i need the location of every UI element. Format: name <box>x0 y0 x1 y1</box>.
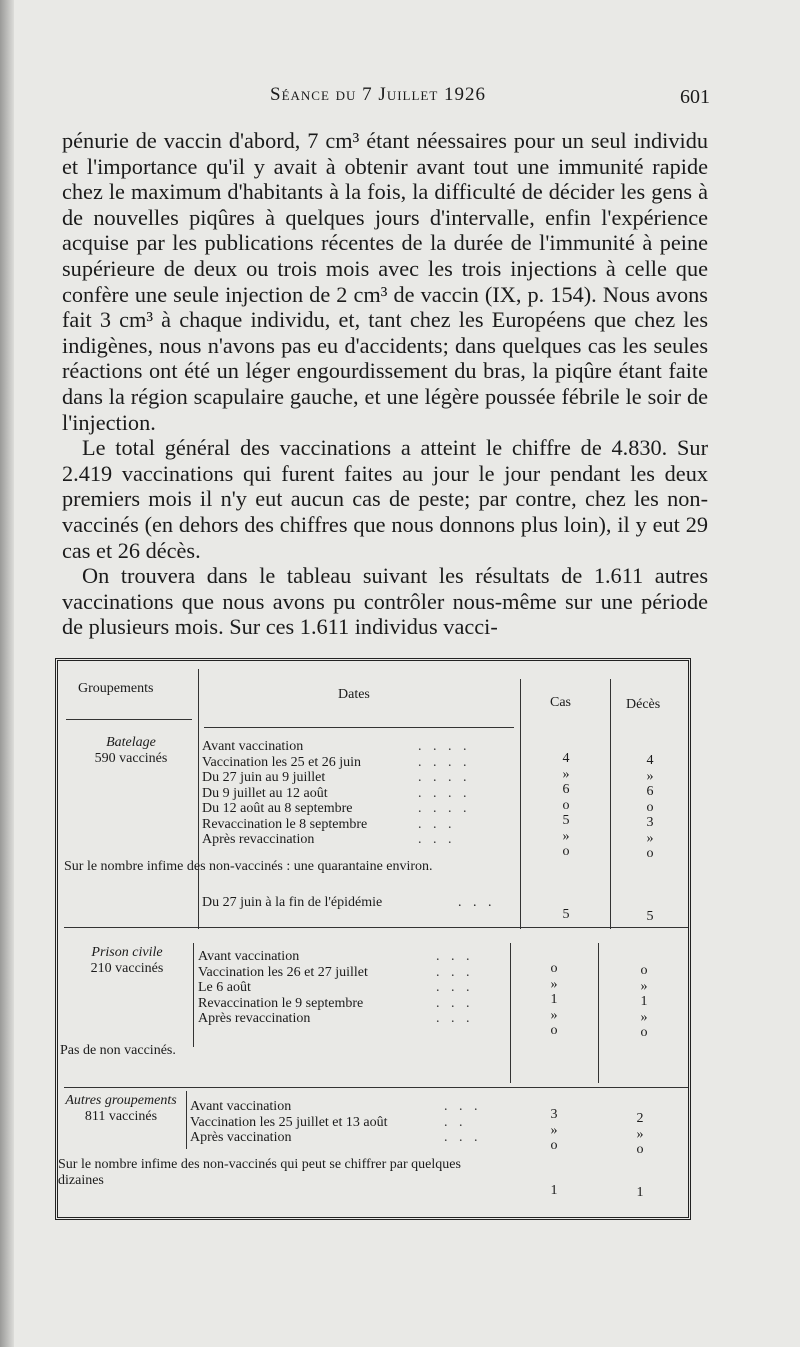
note-prison-civile: Pas de non vaccinés. <box>60 1043 176 1058</box>
date-row: Du 27 juin au 9 juillet <box>202 770 326 785</box>
rule-h-header-mid <box>204 727 514 728</box>
deces-value: o <box>636 1142 644 1157</box>
deces-value: 4 <box>646 753 654 768</box>
rule-v-cas-1 <box>610 679 611 929</box>
leader-dots-note: . . . <box>458 895 496 910</box>
dates-autres-groupements <box>190 1099 388 1146</box>
rule-v-cas-2 <box>598 943 599 1083</box>
date-row: Après revaccination <box>202 832 315 847</box>
note-batelage: Sur le nombre infime des non-vaccinés : une quarantaine environ. <box>64 859 433 874</box>
rule-h-header-left <box>66 719 192 720</box>
leader-dots-3: . . . . . . . . <box>444 1099 482 1145</box>
group-count: 210 vaccinés <box>90 960 164 976</box>
cas-value: o <box>550 961 558 976</box>
date-row: Du 9 juillet au 12 août <box>202 785 328 801</box>
cas-value: o <box>550 1023 558 1038</box>
deces-value: 2 <box>636 1111 644 1126</box>
date-row: Le 6 août <box>198 980 251 995</box>
group-autres-groupements <box>58 1093 184 1124</box>
rule-v-dates-2 <box>510 943 511 1083</box>
cas-value: 5 <box>562 813 570 828</box>
page-number: 601 <box>680 86 710 108</box>
deces-value: o <box>646 846 654 861</box>
rule-v-groups-1 <box>198 669 199 929</box>
cas-prison-civile <box>534 961 574 1039</box>
date-row: Après revaccination <box>198 1011 311 1026</box>
cas-value: » <box>550 1122 558 1138</box>
cas-value: o <box>550 1138 558 1153</box>
running-title: Séance du 7 Juillet 1926 <box>270 84 487 105</box>
rule-h-group-1 <box>64 927 688 928</box>
date-row: Vaccination les 25 et 26 juin <box>202 754 362 770</box>
page-edge-shadow <box>0 0 14 1347</box>
rule-v-groups-3 <box>186 1091 187 1149</box>
group-count: 811 vaccinés <box>84 1108 158 1124</box>
deces-value: 1 <box>640 994 648 1009</box>
deces-prison-civile <box>624 963 664 1041</box>
date-row: Après vaccination <box>190 1130 292 1145</box>
cas-value: 1 <box>550 992 558 1007</box>
note-deces-autres: 1 <box>636 1185 644 1200</box>
leader-dots-2: . . . . . . . . . . . . . . . <box>436 949 474 1026</box>
note-date-batelage: Du 27 juin à la fin de l'épidémie <box>202 895 383 910</box>
cas-value: » <box>550 976 558 992</box>
deces-value: o <box>640 1025 648 1040</box>
group-batelage <box>68 735 194 766</box>
cas-value: » <box>550 1007 558 1023</box>
group-name: Autres groupements <box>65 1093 177 1108</box>
note-deces-batelage: 5 <box>646 909 654 924</box>
deces-value: » <box>646 768 654 784</box>
cas-value: 6 <box>562 782 570 797</box>
header-groupements: Groupements <box>78 681 154 696</box>
cas-value: o <box>562 844 570 859</box>
date-row: Avant vaccination <box>190 1099 292 1114</box>
header-cas: Cas <box>550 695 571 710</box>
cas-value: 3 <box>550 1107 558 1122</box>
cas-value: » <box>562 828 570 844</box>
note-cas-batelage: 5 <box>562 907 570 922</box>
deces-value: o <box>640 963 648 978</box>
note-autres-groupements: Sur le nombre infime des non-vaccinés qui peut se chiffrer par quelques dizaines <box>58 1157 461 1188</box>
header-dates: Dates <box>338 687 370 702</box>
cas-batelage <box>546 751 586 860</box>
date-row: Revaccination le 8 septembre <box>202 816 368 832</box>
deces-value: o <box>646 799 654 815</box>
date-row: Revaccination le 9 septembre <box>198 995 364 1011</box>
cas-value: » <box>562 766 570 782</box>
group-name: Prison civile <box>91 945 163 960</box>
rule-v-groups-2 <box>193 943 194 1047</box>
cas-value: o <box>562 797 570 813</box>
header-deces: Décès <box>626 697 661 712</box>
dates-batelage <box>202 739 367 848</box>
group-prison-civile <box>64 945 190 976</box>
deces-value: » <box>640 978 648 994</box>
rule-v-dates-1 <box>520 679 521 929</box>
group-name: Batelage <box>106 735 156 750</box>
date-row: Vaccination les 25 juillet et 13 août <box>190 1114 388 1130</box>
paragraph-3: On trouvera dans le tableau suivant les résultats de 1.611 autres vaccinations que nous avons pu contrôler nous-même sur une période de plusieurs mois. Sur ces 1.611 individus vacci- <box>62 563 708 640</box>
page-header <box>270 84 710 114</box>
rule-h-group-2 <box>64 1087 688 1088</box>
paragraph-1: pénurie de vaccin d'abord, 7 cm³ étant néessaires pour un seul individu et l'importance qu'il y avait à obtenir avant tout une immunité rapide chez le maximum d'habitants à la fois, la difficulté de décider les gens à de nouvelles piqûres à quelques jours d'intervalle, enfin l'expérience acquise par les publications récentes de la durée de l'immunité à peine supérieure de deux ou trois mois avec les trois injections à celle que confère une seule injection de 2 cm³ de vaccin (IX, p. 154). Nous avons fait 3 cm³ à chaque individu, et, tant chez les Européens que chez les indigènes, nous n'avons pas eu d'accidents; dans quelques cas les seules réactions ont été un léger engourdissement du bras, la piqûre étant faite dans la région scapulaire gauche, et une légère poussée fébrile le soir de l'injection. <box>62 128 708 435</box>
leader-dots-1: . . . . . . . . . . . . . . . . . . . . . . . . . . <box>418 739 471 847</box>
deces-value: 6 <box>646 784 654 799</box>
vaccination-results-table <box>55 658 691 1220</box>
date-row: Avant vaccination <box>198 949 300 964</box>
paragraph-2: Le total général des vaccinations a atteint le chiffre de 4.830. Sur 2.419 vaccinations qui furent faites au jour le jour pendant les deux premiers mois il n'y eut aucun cas de peste; par contre, chez les non-vaccinés (en dehors des chiffres que nous donnons plus loin), il y eut 29 cas et 26 décès. <box>62 435 708 563</box>
body-text <box>62 128 708 640</box>
deces-value: » <box>636 1126 644 1142</box>
note-cas-autres: 1 <box>550 1183 558 1198</box>
date-row: Du 12 août au 8 septembre <box>202 801 353 816</box>
group-count: 590 vaccinés <box>94 750 168 766</box>
deces-batelage <box>630 753 670 862</box>
dates-prison-civile <box>198 949 368 1027</box>
cas-autres-groupements <box>534 1107 574 1154</box>
deces-value: » <box>646 830 654 846</box>
deces-value: 3 <box>646 815 654 830</box>
deces-autres-groupements <box>620 1111 660 1158</box>
date-row: Vaccination les 26 et 27 juillet <box>198 964 368 980</box>
cas-value: 4 <box>562 751 570 766</box>
date-row: Avant vaccination <box>202 739 304 754</box>
deces-value: » <box>640 1009 648 1025</box>
